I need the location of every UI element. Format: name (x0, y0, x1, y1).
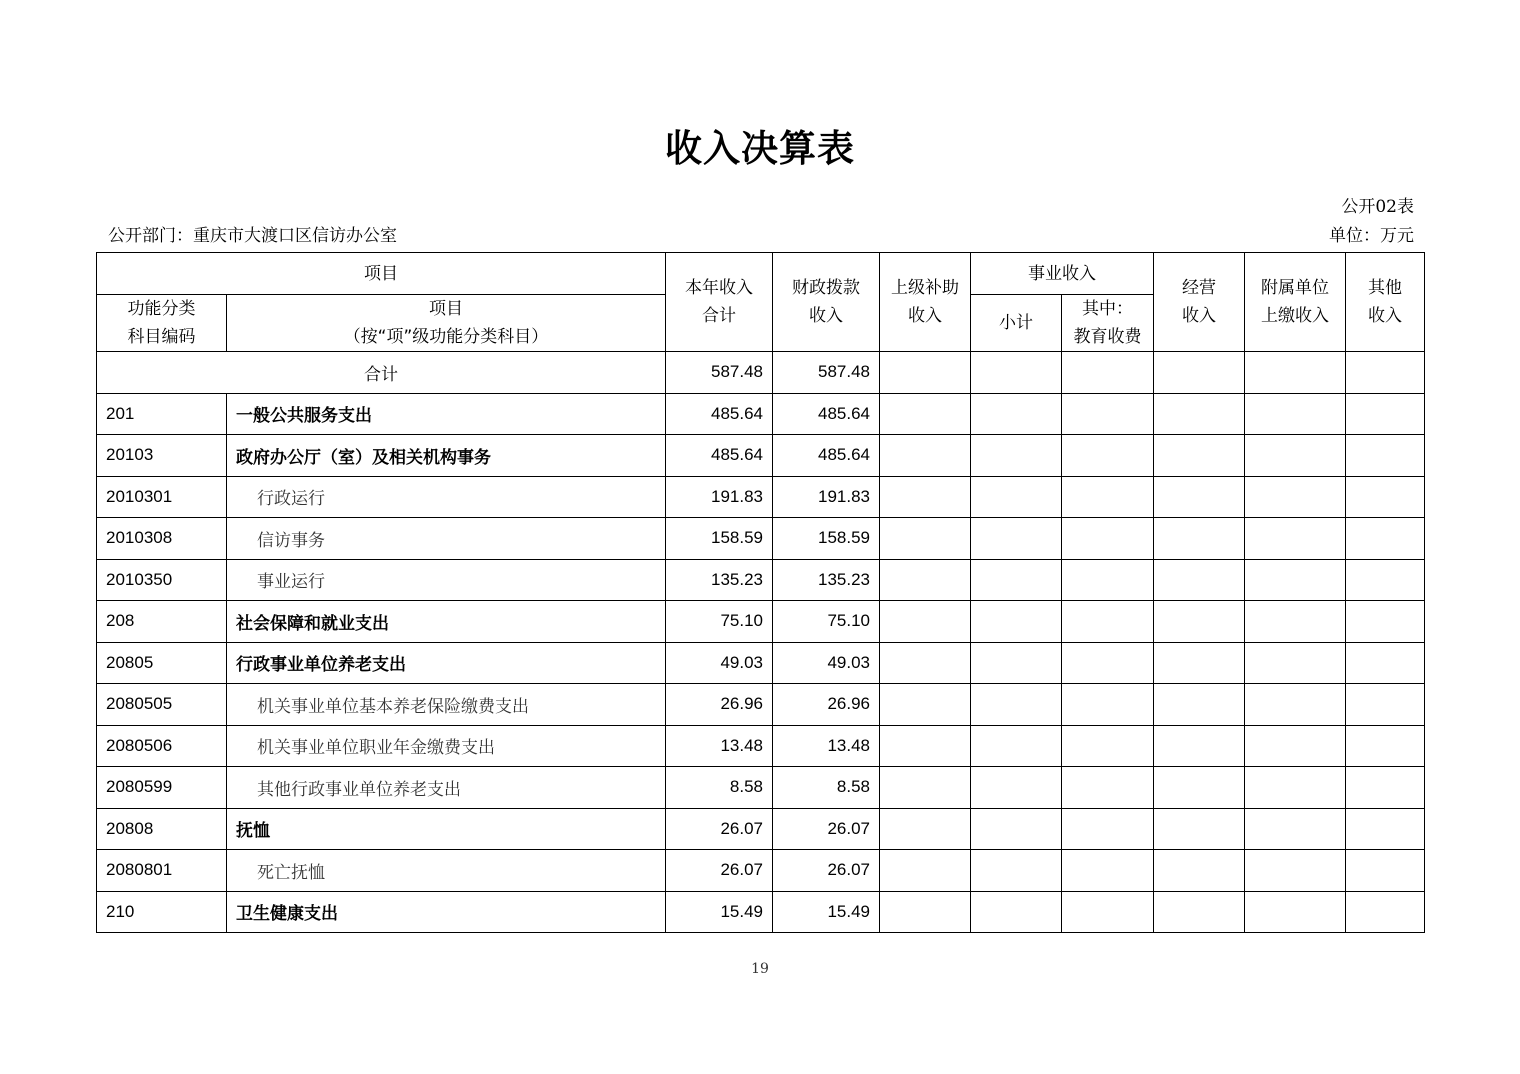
row-name: 信访事务 (227, 518, 666, 560)
empty-cell (971, 559, 1062, 601)
header-item-line1: 项目 (429, 299, 463, 319)
income-report-table (96, 252, 1425, 933)
row-income: 135.23 (666, 559, 773, 601)
header-superior (880, 253, 971, 352)
empty-cell (1062, 393, 1154, 435)
empty-cell (1154, 518, 1245, 560)
table-row (97, 435, 1425, 477)
empty-cell (880, 642, 971, 684)
empty-cell (1245, 891, 1346, 933)
empty-cell (1346, 435, 1425, 477)
empty-cell (880, 891, 971, 933)
empty-cell (1154, 808, 1245, 850)
header-item (227, 295, 666, 352)
row-name: 行政事业单位养老支出 (227, 642, 666, 684)
empty-cell (1346, 891, 1425, 933)
empty-cell (1346, 393, 1425, 435)
empty-cell (1062, 850, 1154, 892)
row-name: 死亡抚恤 (227, 850, 666, 892)
header-operating (1154, 253, 1245, 352)
empty-cell (1245, 518, 1346, 560)
total-fiscal-value: 587.48 (773, 352, 880, 394)
empty-cell (1062, 808, 1154, 850)
empty-cell (1062, 601, 1154, 643)
row-income: 13.48 (666, 725, 773, 767)
row-code: 2080506 (97, 725, 227, 767)
empty-cell (1062, 725, 1154, 767)
row-fiscal: 26.07 (773, 850, 880, 892)
header-affiliated-line2: 上缴收入 (1261, 306, 1329, 326)
form-number: 公开02表 (1341, 197, 1414, 217)
row-income: 26.07 (666, 808, 773, 850)
row-fiscal: 135.23 (773, 559, 880, 601)
row-code: 2080599 (97, 767, 227, 809)
empty-cell (1245, 476, 1346, 518)
empty-cell (1245, 352, 1346, 394)
empty-cell (880, 767, 971, 809)
empty-cell (1154, 601, 1245, 643)
empty-cell (1346, 518, 1425, 560)
total-label: 合计 (97, 352, 666, 394)
empty-cell (1062, 767, 1154, 809)
empty-cell (971, 601, 1062, 643)
row-income: 49.03 (666, 642, 773, 684)
row-code: 20808 (97, 808, 227, 850)
empty-cell (1346, 476, 1425, 518)
empty-cell (1245, 684, 1346, 726)
header-other-line1: 其他 (1368, 278, 1402, 298)
table-row (97, 808, 1425, 850)
row-fiscal: 485.64 (773, 393, 880, 435)
row-name: 行政运行 (227, 476, 666, 518)
row-fiscal: 158.59 (773, 518, 880, 560)
row-income: 485.64 (666, 435, 773, 477)
empty-cell (1154, 767, 1245, 809)
row-income: 75.10 (666, 601, 773, 643)
row-fiscal: 26.96 (773, 684, 880, 726)
empty-cell (971, 476, 1062, 518)
empty-cell (880, 684, 971, 726)
header-affiliated (1245, 253, 1346, 352)
row-code: 2010350 (97, 559, 227, 601)
empty-cell (1245, 393, 1346, 435)
row-name: 机关事业单位基本养老保险缴费支出 (227, 684, 666, 726)
empty-cell (971, 767, 1062, 809)
header-of-which (1062, 295, 1154, 352)
row-fiscal: 8.58 (773, 767, 880, 809)
header-total-income (666, 253, 773, 352)
table-row (97, 393, 1425, 435)
table-row (97, 850, 1425, 892)
empty-cell (1346, 601, 1425, 643)
empty-cell (1346, 642, 1425, 684)
empty-cell (1062, 518, 1154, 560)
row-name: 社会保障和就业支出 (227, 601, 666, 643)
row-name: 一般公共服务支出 (227, 393, 666, 435)
header-operating-line2: 收入 (1182, 306, 1216, 326)
row-income: 26.07 (666, 850, 773, 892)
table-row (97, 725, 1425, 767)
row-income: 485.64 (666, 393, 773, 435)
header-project: 项目 (97, 253, 666, 295)
header-total-income-line2: 合计 (702, 306, 736, 326)
empty-cell (971, 684, 1062, 726)
empty-cell (880, 352, 971, 394)
empty-cell (880, 393, 971, 435)
table-row (97, 559, 1425, 601)
table-row (97, 476, 1425, 518)
empty-cell (1346, 767, 1425, 809)
empty-cell (880, 435, 971, 477)
header-subtotal: 小计 (971, 295, 1062, 352)
row-fiscal: 26.07 (773, 808, 880, 850)
empty-cell (1245, 725, 1346, 767)
empty-cell (1245, 850, 1346, 892)
empty-cell (1346, 808, 1425, 850)
header-fiscal-line2: 收入 (809, 306, 843, 326)
header-other-line2: 收入 (1368, 306, 1402, 326)
empty-cell (1154, 435, 1245, 477)
empty-cell (971, 435, 1062, 477)
row-name: 其他行政事业单位养老支出 (227, 767, 666, 809)
empty-cell (1062, 684, 1154, 726)
row-income: 158.59 (666, 518, 773, 560)
empty-cell (971, 352, 1062, 394)
empty-cell (880, 601, 971, 643)
empty-cell (1245, 601, 1346, 643)
row-income: 15.49 (666, 891, 773, 933)
header-fiscal-line1: 财政拨款 (792, 278, 860, 298)
header-row-1 (97, 253, 1425, 295)
table-row (97, 684, 1425, 726)
empty-cell (971, 808, 1062, 850)
empty-cell (1062, 476, 1154, 518)
header-fiscal (773, 253, 880, 352)
row-income: 8.58 (666, 767, 773, 809)
header-of-which-line1: 其中： (1082, 299, 1133, 319)
page-number: 19 (751, 961, 769, 977)
row-fiscal: 49.03 (773, 642, 880, 684)
empty-cell (880, 808, 971, 850)
empty-cell (1245, 559, 1346, 601)
row-code: 2080801 (97, 850, 227, 892)
row-name: 抚恤 (227, 808, 666, 850)
empty-cell (971, 725, 1062, 767)
empty-cell (1154, 393, 1245, 435)
total-income-value: 587.48 (666, 352, 773, 394)
empty-cell (1154, 642, 1245, 684)
header-item-line2: （按“项”级功能分类科目） (343, 327, 549, 347)
row-fiscal: 485.64 (773, 435, 880, 477)
empty-cell (1245, 808, 1346, 850)
header-other (1346, 253, 1425, 352)
header-superior-line2: 收入 (908, 306, 942, 326)
empty-cell (971, 518, 1062, 560)
table-row (97, 891, 1425, 933)
header-superior-line1: 上级补助 (891, 278, 959, 298)
row-code: 2010301 (97, 476, 227, 518)
row-fiscal: 191.83 (773, 476, 880, 518)
row-code: 20805 (97, 642, 227, 684)
row-income: 26.96 (666, 684, 773, 726)
header-func-code-line1: 功能分类 (127, 299, 196, 319)
empty-cell (880, 850, 971, 892)
unit-label: 单位：万元 (1329, 226, 1414, 246)
table-body (97, 393, 1425, 933)
empty-cell (1154, 476, 1245, 518)
header-func-code-line2: 科目编码 (127, 327, 196, 347)
row-name: 卫生健康支出 (227, 891, 666, 933)
empty-cell (1062, 642, 1154, 684)
empty-cell (1154, 352, 1245, 394)
header-func-code (97, 295, 227, 352)
empty-cell (971, 891, 1062, 933)
empty-cell (971, 850, 1062, 892)
row-fiscal: 15.49 (773, 891, 880, 933)
empty-cell (1245, 767, 1346, 809)
table-row (97, 601, 1425, 643)
empty-cell (1346, 559, 1425, 601)
row-name: 政府办公厅（室）及相关机构事务 (227, 435, 666, 477)
empty-cell (1062, 559, 1154, 601)
empty-cell (1062, 435, 1154, 477)
row-code: 2010308 (97, 518, 227, 560)
empty-cell (971, 642, 1062, 684)
header-total-income-line1: 本年收入 (685, 278, 753, 298)
empty-cell (1346, 352, 1425, 394)
department-label: 公开部门：重庆市大渡口区信访办公室 (108, 226, 397, 246)
row-fiscal: 13.48 (773, 725, 880, 767)
header-affiliated-line1: 附属单位 (1261, 278, 1329, 298)
table-row (97, 518, 1425, 560)
empty-cell (971, 393, 1062, 435)
empty-cell (880, 725, 971, 767)
empty-cell (1245, 642, 1346, 684)
row-code: 201 (97, 393, 227, 435)
row-code: 210 (97, 891, 227, 933)
empty-cell (1346, 850, 1425, 892)
header-of-which-line2: 教育收费 (1073, 327, 1142, 347)
empty-cell (1154, 725, 1245, 767)
row-fiscal: 75.10 (773, 601, 880, 643)
empty-cell (1245, 435, 1346, 477)
row-name: 机关事业单位职业年金缴费支出 (227, 725, 666, 767)
row-code: 2080505 (97, 684, 227, 726)
empty-cell (880, 559, 971, 601)
table-row (97, 642, 1425, 684)
row-income: 191.83 (666, 476, 773, 518)
row-code: 208 (97, 601, 227, 643)
empty-cell (1346, 725, 1425, 767)
page-title: 收入决算表 (665, 127, 855, 170)
header-business-income: 事业收入 (971, 253, 1154, 295)
header-operating-line1: 经营 (1182, 278, 1216, 298)
empty-cell (1154, 559, 1245, 601)
empty-cell (1154, 891, 1245, 933)
row-code: 20103 (97, 435, 227, 477)
empty-cell (1154, 684, 1245, 726)
total-row (97, 352, 1425, 394)
empty-cell (880, 518, 971, 560)
empty-cell (1062, 352, 1154, 394)
empty-cell (880, 476, 971, 518)
table-row (97, 767, 1425, 809)
empty-cell (1062, 891, 1154, 933)
empty-cell (1346, 684, 1425, 726)
empty-cell (1154, 850, 1245, 892)
row-name: 事业运行 (227, 559, 666, 601)
